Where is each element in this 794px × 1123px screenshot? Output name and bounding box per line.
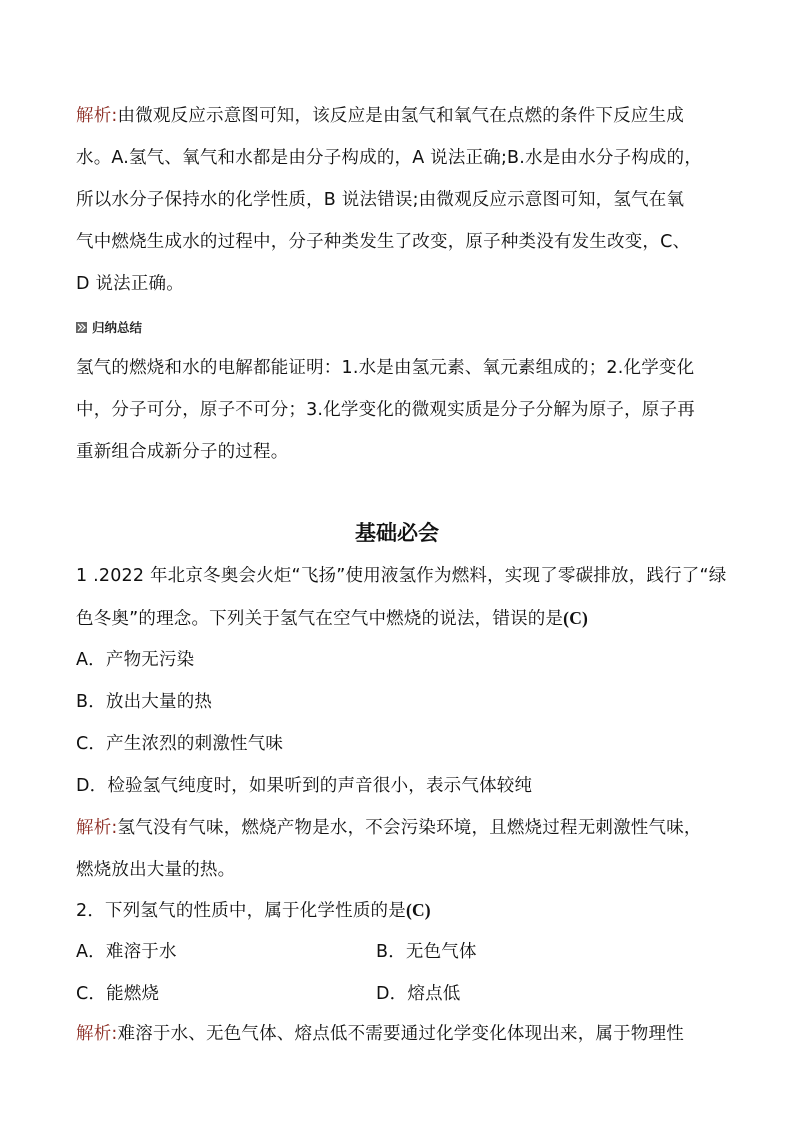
analysis-label: 解析: xyxy=(76,1024,118,1044)
analysis-text: 由微观反应示意图可知，该反应是由氢气和氧气在点燃的条件下反应生成 xyxy=(117,106,684,126)
analysis-line: 水。A.氢气、氧气和水都是由分子构成的，A 说法正确;B.水是由水分子构成的， xyxy=(76,148,703,168)
question-stem: 1 .2022 年北京冬奥会火炬“飞扬”使用液氢作为燃料，实现了零碳排放，践行了“绿 xyxy=(76,566,727,586)
analysis-line xyxy=(76,104,726,128)
option-c: C．产生浓烈的刺激性气味 xyxy=(76,734,284,754)
option-a: A．产物无污染 xyxy=(76,650,195,670)
analysis-line: 燃烧放出大量的热。 xyxy=(76,860,236,880)
question-stem-text: 色冬奥”的理念。下列关于氢气在空气中燃烧的说法，错误的是 xyxy=(76,609,564,629)
summary-header xyxy=(76,318,142,336)
question-stem xyxy=(76,606,726,631)
analysis-line: 所以水分子保持水的化学性质，B 说法错误;由微观反应示意图可知，氢气在氧 xyxy=(76,190,685,210)
option-a: A．难溶于水 xyxy=(76,942,177,962)
summary-icon xyxy=(76,322,87,333)
question-stem-text: 2．下列氢气的性质中，属于化学性质的是 xyxy=(76,901,406,921)
summary-line: 重新组合成新分子的过程。 xyxy=(76,442,289,462)
analysis-line: 气中燃烧生成水的过程中，分子种类发生了改变，原子种类没有发生改变，C、 xyxy=(76,232,691,252)
option-d: D．熔点低 xyxy=(376,984,461,1004)
analysis-line: D 说法正确。 xyxy=(76,274,184,294)
analysis-label: 解析: xyxy=(76,106,118,126)
analysis-line xyxy=(76,816,726,840)
question-answer: (C) xyxy=(405,900,431,920)
summary-title: 归纳总结 xyxy=(92,320,143,335)
analysis-line xyxy=(76,1022,726,1046)
summary-line: 中，分子可分，原子不可分；3.化学变化的微观实质是分子分解为原子，原子再 xyxy=(76,400,695,420)
question-stem xyxy=(76,898,726,923)
analysis-text: 难溶于水、无色气体、熔点低不需要通过化学变化体现出来，属于物理性 xyxy=(117,1024,684,1044)
option-d: D．检验氢气纯度时，如果听到的声音很小，表示气体较纯 xyxy=(76,776,533,796)
analysis-text: 氢气没有气味，燃烧产物是水，不会污染环境，且燃烧过程无刺激性气味， xyxy=(117,818,702,838)
option-row xyxy=(76,982,726,1006)
analysis-label: 解析: xyxy=(76,818,118,838)
question-answer: (C) xyxy=(563,608,589,628)
option-c: C．能燃烧 xyxy=(76,984,160,1004)
summary-line: 氢气的燃烧和水的电解都能证明：1.水是由氢元素、氧元素组成的；2.化学变化 xyxy=(76,358,695,378)
option-row xyxy=(76,940,726,964)
option-b: B．放出大量的热 xyxy=(76,692,213,712)
section-title: 基础必会 xyxy=(355,521,439,545)
option-b: B．无色气体 xyxy=(376,942,477,962)
